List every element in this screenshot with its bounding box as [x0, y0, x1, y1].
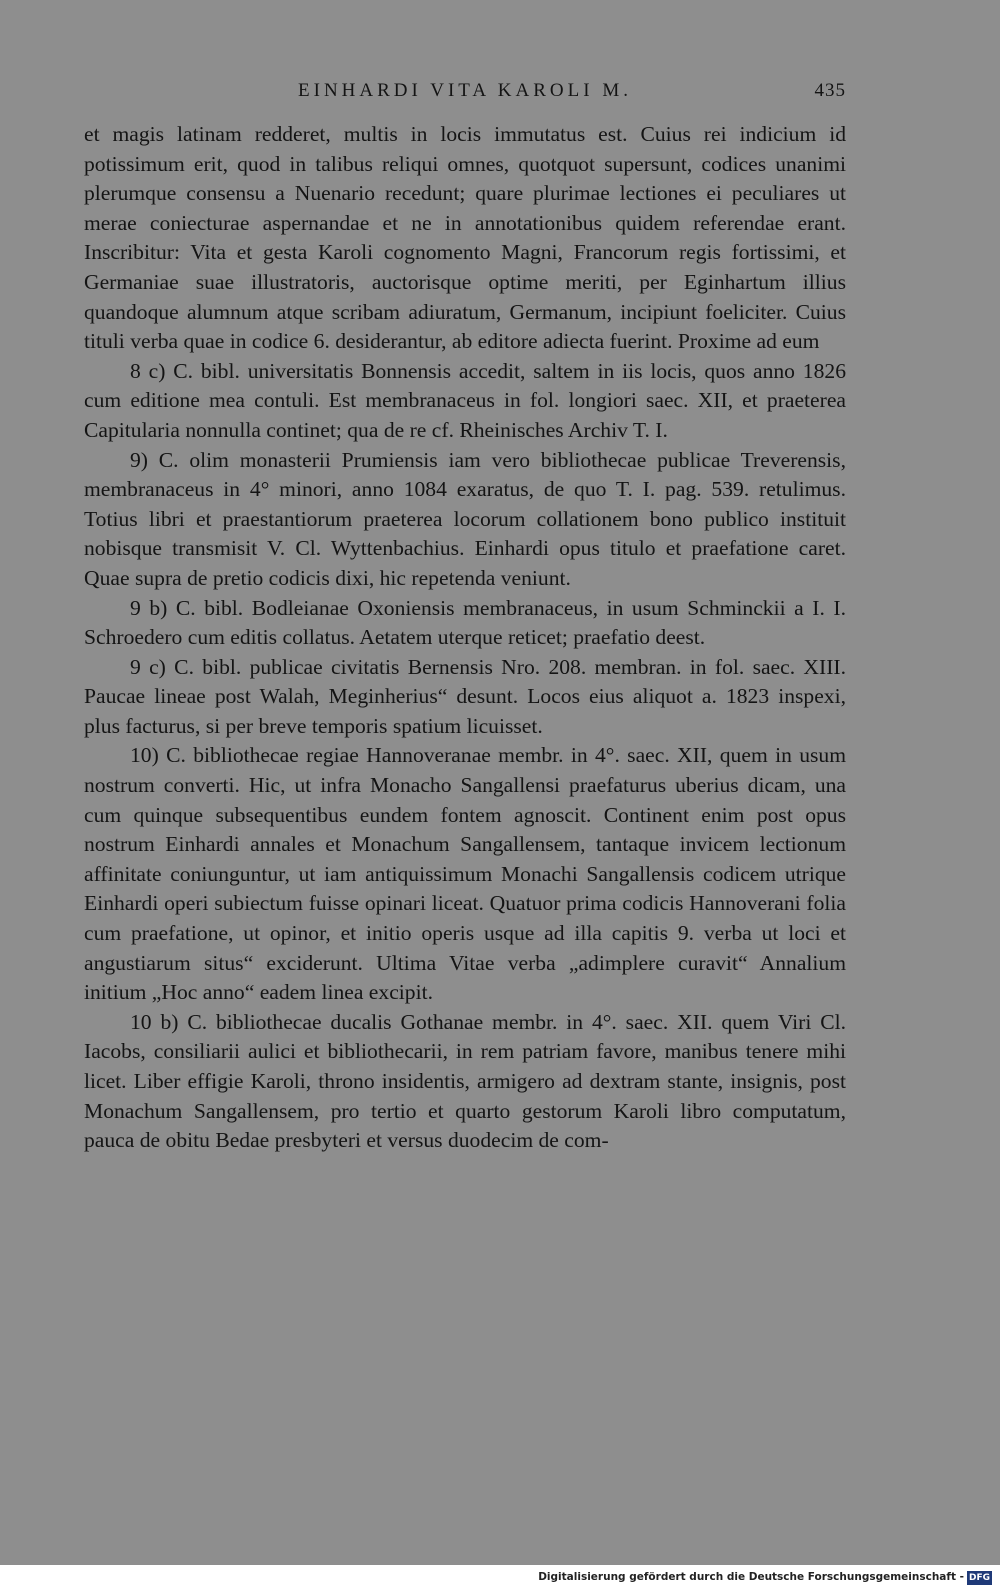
- page-header: [84, 80, 846, 106]
- page-number: 435: [814, 80, 846, 101]
- paragraph-10: 10) C. bibliothecae regiae Hannoveranae membr. in 4°. saec. XII, quem in usum nostrum converti. Hic, ut infra Monacho Sangallensi praefaturus uberius dicam, una cum quinque subsequentibus eundem fontem agnoscit. Continent enim post opus nostrum Einhardi annales et Monachum Sangallensem, tantaque invicem lectionum affinitate coniunguntur, ut iam antiquissimum Monachi Sangallensis codicem utrique Einhardi operi subiectum fuisse opinari liceat. Quatuor prima codicis Hannoverani folia cum praefatione, ut opinor, et initio operis usque ad illa capitis 9. verba ut loci et angustiarum situs“ exciderunt. Ultima Vitae verba „adimplere curavit“ Annalium initium „Hoc anno“ eadem linea excipit.: [84, 743, 846, 1005]
- paragraph-continuation: et magis latinam redderet, multis in locis immutatus est. Cuius rei indicium id potissimum erit, quod in talibus reliqui omnes, quotquot supersunt, codices unanimi plerumque consensu a Nuenario recedunt; quare plurimae lectiones ei peculiares ut merae coniecturae aspernandae et ne in annotationibus quidem referendae erant. Inscribitur: Vita et gesta Karoli cognomento Magni, Francorum regis fortissimi, et Germaniae suae illustratoris, auctorisque optime meriti, per Eginhartum illius quandoque alumnum atque scribam adiuratum, Germanum, incipiunt foeliciter. Cuius tituli verba quae in codice 6. desiderantur, ab editore adiecta fuerint. Proxime ad eum: [84, 122, 846, 354]
- dfg-logo-icon: DFG: [968, 1573, 990, 1583]
- digitization-footer: [0, 1565, 1000, 1591]
- paragraph-9b: 9 b) C. bibl. Bodleianae Oxoniensis membranaceus, in usum Schminckii a I. I. Schroedero cum editis collatus. Aetatem uterque reticet; praefatio deest.: [84, 595, 846, 650]
- paragraph-9c: 9 c) C. bibl. publicae civitatis Bernensis Nro. 208. membran. in fol. saec. XIII. Paucae lineae post Walah, Meginherius“ desunt. Locos eius aliquot a. 1823 inspexi, plus facturus, si per breve temporis spatium licuisset.: [84, 654, 846, 738]
- funding-credit: Digitalisierung gefördert durch die Deutsche Forschungsgemeinschaft -: [538, 1571, 964, 1583]
- paragraph-9: 9) C. olim monasterii Prumiensis iam vero bibliothecae publicae Treverensis, membranaceus in 4° minori, anno 1084 exaratus, de quo T. I. pag. 539. retulimus. Totius libri et praestantiorum praeterea locorum collationem bono publico instituit nobisque transmisit V. Cl. Wyttenbachius. Einhardi opus titulo et praefatione caret. Quae supra de pretio codicis dixi, hic repetenda veniunt.: [84, 447, 846, 590]
- paragraph-10b: 10 b) C. bibliothecae ducalis Gothanae membr. in 4°. saec. XII. quem Viri Cl. Iacobs, consiliarii aulici et bibliothecarii, in rem patriam favore, manibus tenere mihi licet. Liber effigie Karoli, throno insidentis, armigero ad dextram stante, insignis, post Monachum Sangallensem, pro tertio et quarto gestorum Karoli libro computatum, pauca de obitu Bedae presbyteri et versus duodecim de com-: [84, 1009, 846, 1153]
- paragraph-8c: 8 c) C. bibl. universitatis Bonnensis accedit, saltem in iis locis, quos anno 1826 cum editione mea contuli. Est membranaceus in fol. longiori saec. XII, et praeterea Capitularia nonnulla continet; qua de re cf. Rheinisches Archiv T. I.: [84, 358, 846, 442]
- running-title: EINHARDI VITA KAROLI M.: [298, 80, 632, 101]
- body-text: [84, 120, 846, 1156]
